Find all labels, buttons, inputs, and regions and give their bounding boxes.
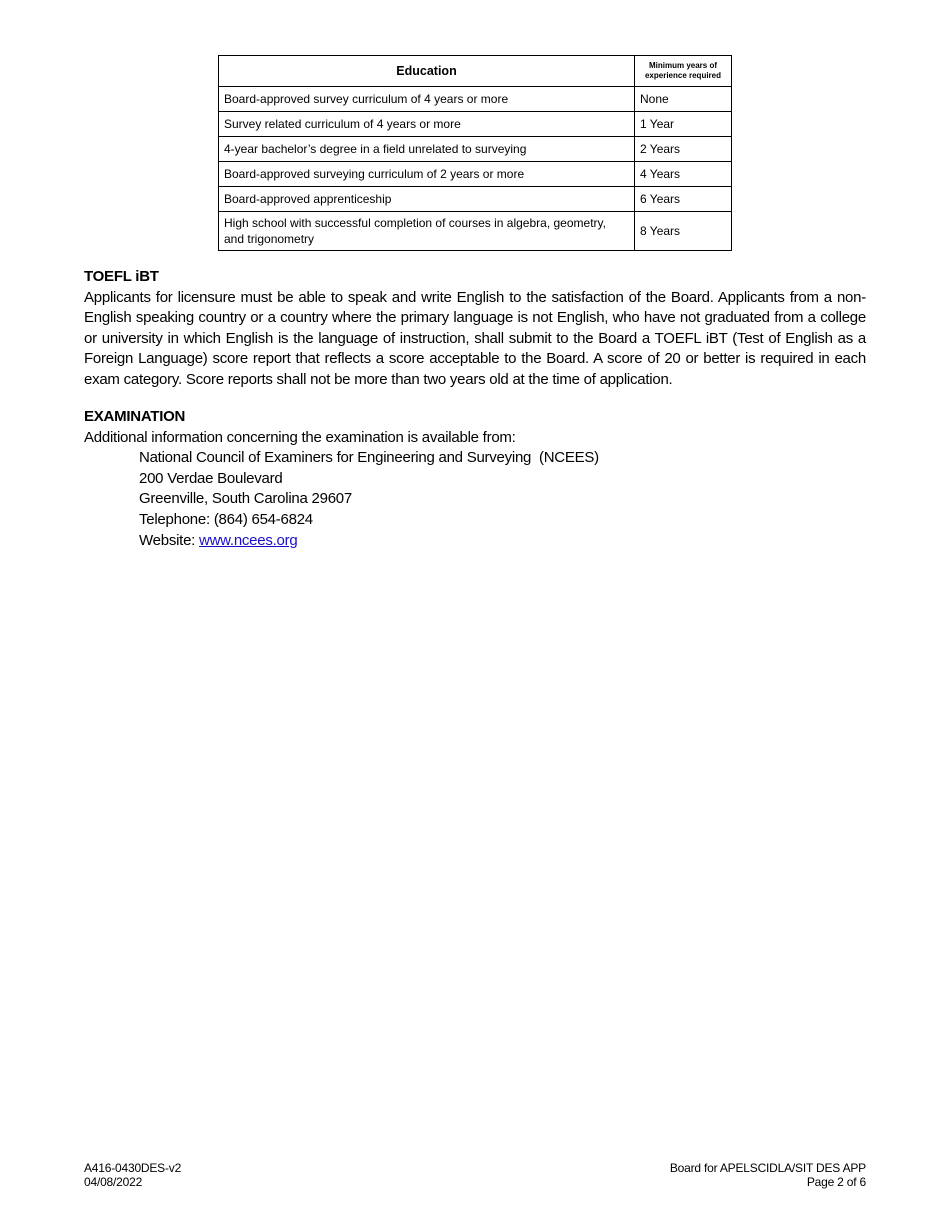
min-years-column-header: Minimum years of experience required [635, 56, 732, 87]
table-row [219, 112, 732, 137]
table-row [219, 212, 732, 251]
years-cell: 8 Years [635, 212, 732, 251]
years-cell: 2 Years [635, 137, 732, 162]
education-cell: Board-approved surveying curriculum of 2 years or more [219, 162, 635, 187]
years-cell: 6 Years [635, 187, 732, 212]
years-cell: None [635, 87, 732, 112]
ncees-website-link[interactable]: www.ncees.org [199, 531, 298, 549]
table-row [219, 87, 732, 112]
footer-right [670, 1161, 866, 1189]
organization-name: National Council of Examiners for Engineering and Surveying (NCEES) [139, 449, 599, 467]
years-cell: 1 Year [635, 112, 732, 137]
toefl-paragraph: Applicants for licensure must be able to speak and write English to the satisfaction of the Board. Applicants from a non-English speaking country or a country where the primary language is not English, who have not graduated from a college or university in which English is the language of instruction, shall submit to the Board a TOEFL iBT (Test of English as a Foreign Language) score report that reflects a score acceptable to the Board. A score of 20 or better is required in each exam category. Score reports shall not be more than two years old at the time of application. [84, 288, 866, 388]
page-number: Page 2 of 6 [806, 1175, 866, 1189]
examination-section [84, 407, 866, 551]
years-cell: 4 Years [635, 162, 732, 187]
footer-left [84, 1161, 181, 1189]
ncees-address [139, 448, 866, 551]
website-label: Website: [139, 531, 199, 549]
table-row [219, 162, 732, 187]
street-address: 200 Verdae Boulevard [139, 469, 283, 487]
education-requirements-table [218, 55, 732, 251]
examination-heading: EXAMINATION [84, 408, 186, 425]
table-row [219, 137, 732, 162]
toefl-section [84, 267, 866, 391]
board-name: Board for APELSCIDLA/SIT DES APP [669, 1161, 866, 1175]
form-number: A416-0430DES-v2 [84, 1161, 182, 1175]
examination-intro: Additional information concerning the examination is available from: [84, 428, 516, 446]
education-cell: High school with successful completion of courses in algebra, geometry, and trigonometry [219, 212, 635, 251]
education-cell: 4-year bachelor’s degree in a field unrelated to surveying [219, 137, 635, 162]
education-cell: Board-approved apprenticeship [219, 187, 635, 212]
city-state-zip: Greenville, South Carolina 29607 [139, 490, 352, 508]
education-cell: Board-approved survey curriculum of 4 years or more [219, 87, 635, 112]
education-cell: Survey related curriculum of 4 years or more [219, 112, 635, 137]
form-date: 04/08/2022 [84, 1175, 143, 1189]
education-column-header: Education [219, 56, 635, 87]
table-row [219, 187, 732, 212]
telephone: Telephone: (864) 654-6824 [139, 510, 313, 528]
table-header-row [219, 56, 732, 87]
toefl-heading: TOEFL iBT [84, 268, 159, 285]
website-line [139, 531, 866, 552]
